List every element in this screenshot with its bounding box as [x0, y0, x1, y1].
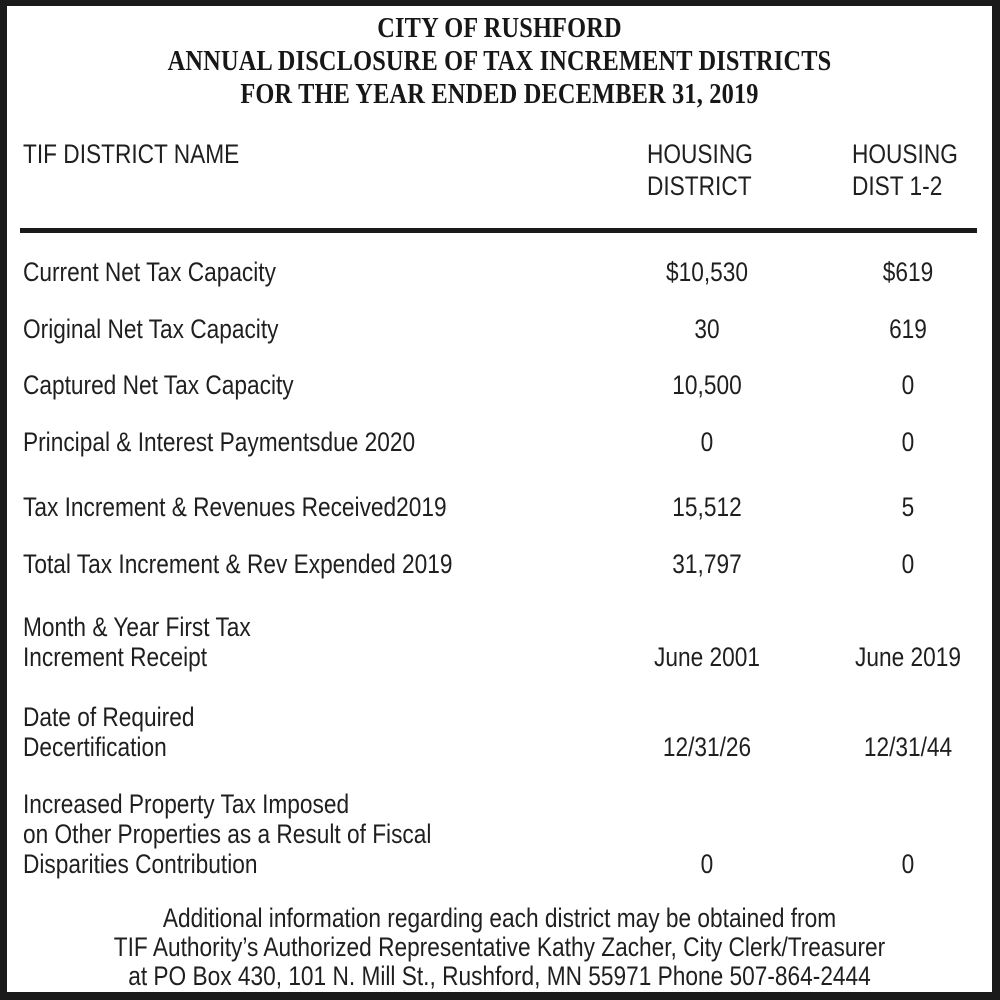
column-header-line: HOUSING	[647, 139, 753, 169]
row-label: Increased Property Tax Imposed on Other Properties as a Result of Fiscal Disparities Contribution	[23, 789, 432, 879]
row-label: Current Net Tax Capacity	[23, 257, 276, 287]
value-housing-district: 30	[694, 314, 720, 344]
footer-line: TIF Authority’s Authorized Representative Kathy Zacher, City Clerk/Treasurer	[113, 932, 886, 962]
value-housing-dist-1-2: 12/31/44	[863, 732, 953, 762]
value-housing-district: June 2001	[654, 642, 760, 672]
column-header-line: DISTRICT	[647, 171, 752, 201]
column-header-housing-dist-1-2	[852, 138, 958, 202]
table-row	[7, 492, 992, 522]
value-housing-dist-1-2: 0	[901, 849, 915, 879]
table-row	[7, 789, 992, 879]
value-housing-district: 10,500	[672, 370, 742, 400]
value-housing-district: 0	[700, 427, 714, 457]
row-label: Principal & Interest Paymentsdue 2020	[23, 427, 416, 457]
value-housing-dist-1-2: 0	[901, 427, 915, 457]
value-housing-dist-1-2: 5	[901, 492, 915, 522]
value-housing-district: 0	[700, 849, 714, 879]
table-row	[7, 702, 992, 762]
footer-line: at PO Box 430, 101 N. Mill St., Rushford, MN 55971 Phone 507-864-2444	[128, 961, 871, 991]
row-label: Original Net Tax Capacity	[23, 314, 279, 344]
column-header-housing-district	[647, 138, 753, 202]
row-label: Captured Net Tax Capacity	[23, 370, 294, 400]
document-title	[86, 12, 913, 111]
header-divider-rule	[20, 228, 977, 233]
value-housing-dist-1-2: 619	[889, 314, 927, 344]
value-housing-dist-1-2: June 2019	[855, 642, 961, 672]
footer-line: Additional information regarding each district may be obtained from	[162, 903, 837, 933]
footer-contact-info	[86, 904, 913, 991]
value-housing-district: 12/31/26	[662, 732, 752, 762]
column-header-line: HOUSING	[852, 139, 958, 169]
table-row	[7, 257, 992, 287]
table-row	[7, 314, 992, 344]
table-row	[7, 427, 992, 457]
row-label: Month & Year First Tax Increment Receipt	[23, 612, 251, 672]
value-housing-dist-1-2: $619	[882, 257, 934, 287]
title-line-city: CITY OF RUSHFORD	[377, 12, 622, 44]
value-housing-dist-1-2: 0	[901, 370, 915, 400]
value-housing-district: 31,797	[672, 549, 742, 579]
table-row	[7, 549, 992, 579]
table-row	[7, 370, 992, 400]
title-line-year: FOR THE YEAR ENDED DECEMBER 31, 2019	[240, 78, 759, 110]
title-line-disclosure: ANNUAL DISCLOSURE OF TAX INCREMENT DISTRICTS	[167, 45, 832, 77]
row-label: Date of Required Decertification	[23, 702, 195, 762]
row-header-tif-district-name: TIF DISTRICT NAME	[23, 139, 240, 169]
row-label: Total Tax Increment & Rev Expended 2019	[23, 549, 453, 579]
row-label: Tax Increment & Revenues Received2019	[23, 492, 447, 522]
table-row	[7, 612, 992, 672]
value-housing-dist-1-2: 0	[901, 549, 915, 579]
value-housing-district: 15,512	[672, 492, 742, 522]
column-header-line: DIST 1-2	[852, 171, 943, 201]
value-housing-district: $10,530	[665, 257, 748, 287]
